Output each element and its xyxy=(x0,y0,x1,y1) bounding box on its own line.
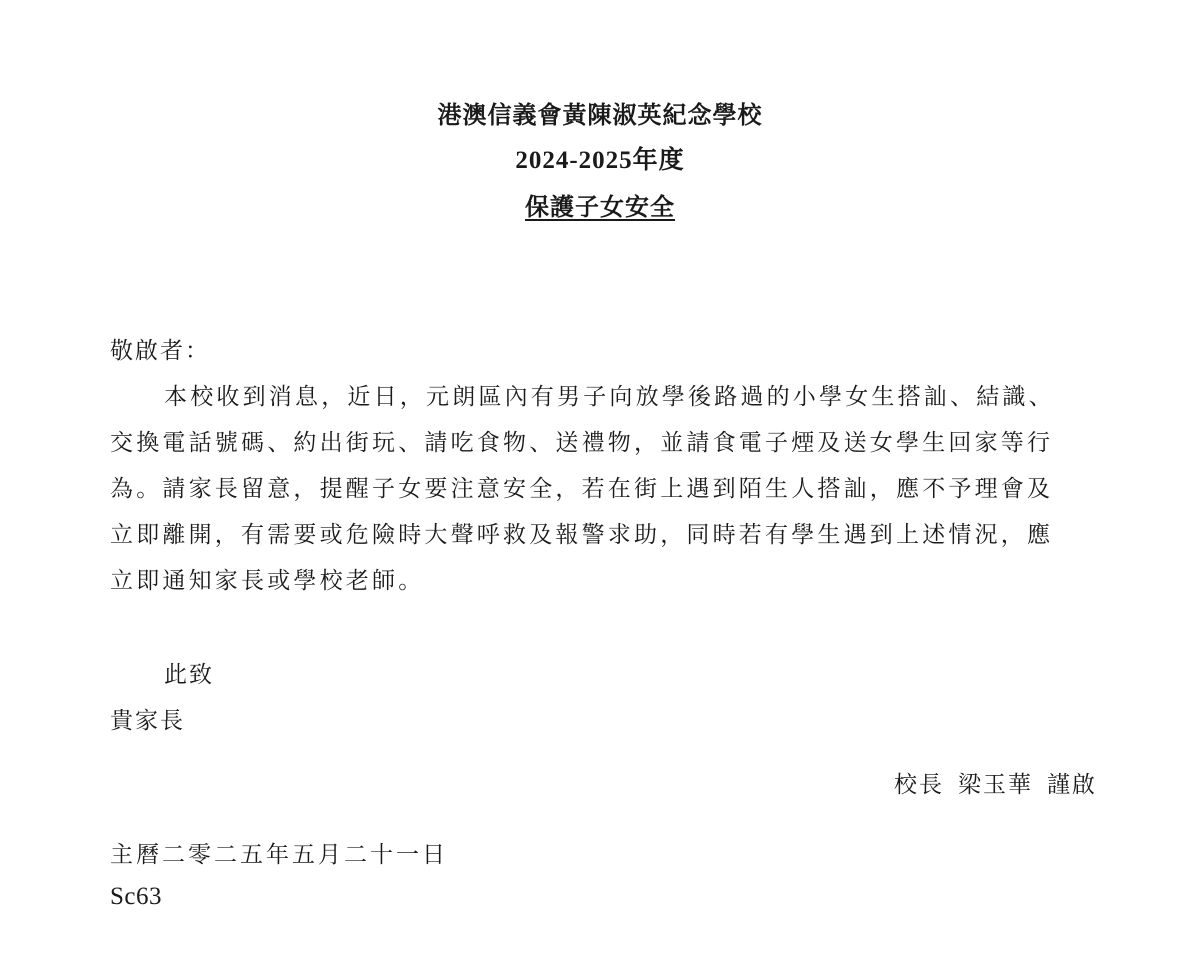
school-name: 港澳信義會黃陳淑英紀念學校 xyxy=(437,101,763,129)
letter-subject xyxy=(0,192,1200,222)
body-line-3: 為。請家長留意，提醒子女要注意安全，若在街上遇到陌生人搭訕，應不予理會及 xyxy=(110,476,1054,502)
closing: 此致 xyxy=(164,662,214,688)
recipient: 貴家長 xyxy=(110,708,185,734)
body-line-2: 交換電話號碼、約出街玩、請吃食物、送禮物，並請食電子煙及送女學生回家等行 xyxy=(110,430,1054,456)
signature-title: 校長 xyxy=(894,772,944,798)
letter-subject-text: 保護子女安全 xyxy=(525,193,675,221)
signature-suffix: 謹啟 xyxy=(1047,772,1097,798)
signature xyxy=(894,770,1097,800)
body-line-5: 立即通知家長或學校老師。 xyxy=(110,568,425,594)
academic-year: 2024-2025年度 xyxy=(515,147,685,174)
salutation: 敬啟者： xyxy=(110,338,210,364)
reference-code: Sc63 xyxy=(110,883,162,910)
body-line-4: 立即離開，有需要或危險時大聲呼救及報警求助，同時若有學生遇到上述情況，應 xyxy=(110,522,1054,548)
body-line-1: 本校收到消息，近日，元朗區內有男子向放學後路過的小學女生搭訕、結識、 xyxy=(164,384,1055,410)
letter-date: 主曆二零二五年五月二十一日 xyxy=(110,842,448,868)
signature-name: 梁玉華 xyxy=(958,772,1033,798)
